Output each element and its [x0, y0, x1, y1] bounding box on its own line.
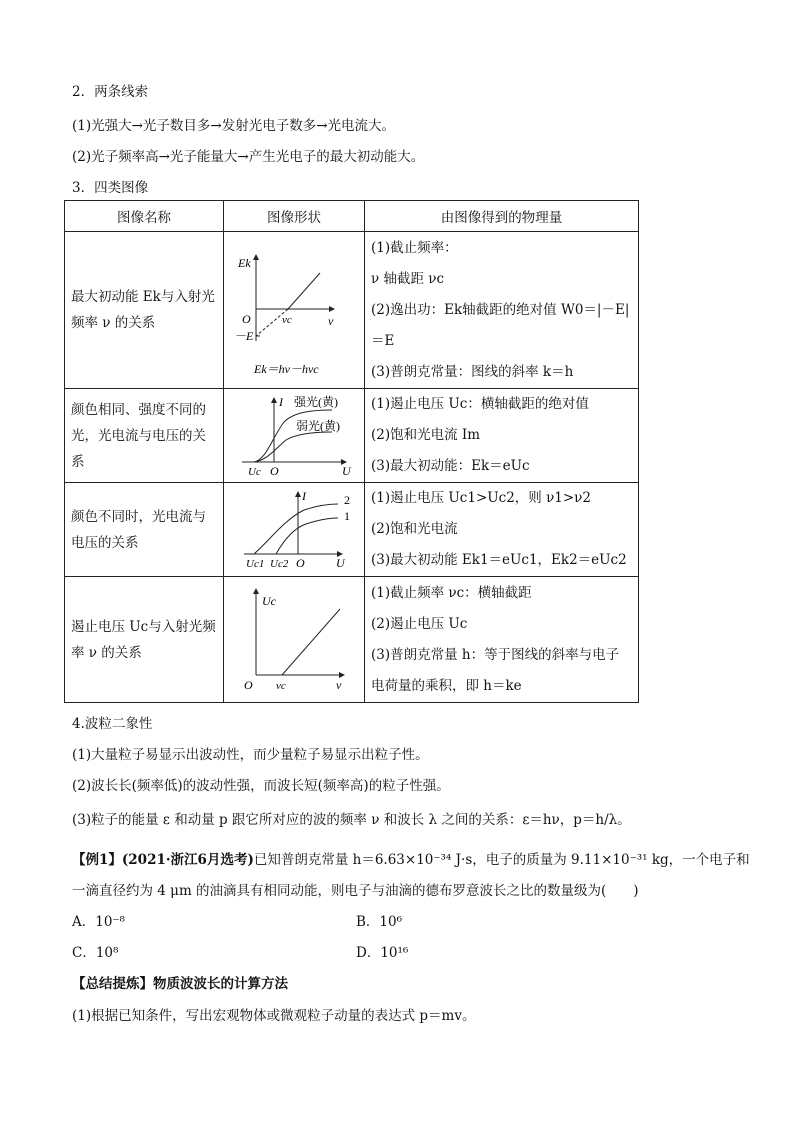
quantity-item: (2)饱和光电流: [371, 521, 458, 537]
summary-line1: (1)根据已知条件，写出宏观物体或微观粒子动量的表达式 p＝mv。: [72, 1008, 476, 1024]
section4-title: 4.波粒二象性: [72, 716, 153, 732]
curve-label-2: 2: [344, 492, 350, 507]
example-line2: 一滴直径约为 4 μm 的油滴具有相同动能，则电子与油滴的德布罗意波长之比的数量级为( ): [72, 883, 639, 899]
curve-label-weak: 弱光(黄): [296, 418, 340, 433]
origin-label: O: [296, 555, 305, 570]
weak-light-curve: [254, 432, 332, 462]
axis-label-u: U: [342, 463, 351, 478]
axis-label-i: I: [279, 394, 283, 409]
table-header: 由图像得到的物理量: [365, 201, 639, 232]
graph-cell: [224, 577, 365, 703]
option-a: A．10⁻⁸: [72, 914, 125, 930]
table-header-row: [65, 201, 639, 232]
physics-quantities: [365, 389, 639, 483]
quantity-item: (2)饱和光电流 Im: [371, 427, 481, 443]
section3-title: 3．四类图像: [72, 180, 149, 196]
row-name: 颜色相同、强度不同的光，光电流与电压的关系: [65, 389, 224, 483]
table-row: [65, 483, 639, 577]
axis-label-nu: ν: [328, 314, 334, 328]
axis-label-ek: Ek: [238, 256, 251, 270]
origin-label: O: [242, 312, 251, 326]
section4-line1: (1)大量粒子易显示出波动性，而少量粒子易显示出粒子性。: [72, 747, 429, 763]
example-text1: 已知普朗克常量 h＝6.63×10⁻³⁴ J·s，电子的质量为 9.11×10⁻³¹ kg，一个电子和: [253, 852, 750, 868]
table-row: [65, 389, 639, 483]
quantity-item: (2)逸出功：Ek轴截距的绝对值 W0＝|－E|: [371, 301, 630, 318]
uc-nu-graph: [224, 579, 364, 697]
curve-label-strong: 强光(黄): [294, 394, 338, 409]
physics-quantities: [365, 232, 639, 389]
summary-title: 【总结提炼】物质波波长的计算方法: [72, 976, 288, 992]
quantity-item: (1)截止频率：: [371, 239, 458, 256]
axis-label-uc: Uc: [262, 593, 276, 608]
uc-line: [282, 609, 340, 675]
graph-cell: [224, 232, 365, 389]
i-u-same-color-graph: [224, 390, 364, 478]
graph-cell: [224, 389, 365, 483]
physics-quantities: [365, 483, 639, 577]
physics-quantities: [365, 577, 639, 703]
origin-label: O: [244, 677, 253, 692]
quantity-item: (1)截止频率 νc：横轴截距: [371, 584, 532, 601]
i-u-different-color-graph: [224, 484, 364, 572]
quantity-item: (1)遏止电压 Uc1>Uc2，则 ν1>ν2: [371, 490, 591, 506]
axis-label-i: I: [302, 488, 306, 503]
quantity-item: (2)遏止电压 Uc: [371, 615, 468, 632]
quantity-item: (3)最大初动能 Ek1＝eUc1，Ek2＝eUc2: [371, 552, 627, 568]
tick-label-nuc: νc: [282, 314, 292, 326]
graph-formula: Ek＝hν－hνc: [254, 362, 319, 376]
quantity-item: (1)遏止电压 Uc：横轴截距的绝对值: [371, 396, 589, 412]
quantity-item: ν 轴截距 νc: [371, 270, 445, 287]
tick-label-neg-e: －E: [234, 329, 254, 343]
option-b: B．10⁶: [356, 914, 403, 930]
option-c: C．10⁸: [72, 945, 119, 961]
axis-label-nu: ν: [336, 677, 342, 692]
section2-line2: (2)光子频率高→光子能量大→产生光电子的最大初动能大。: [72, 149, 425, 165]
tick-label-uc2: Uc2: [270, 557, 289, 570]
section2-title: 2．两条线索: [72, 84, 149, 100]
example-tag: 【例1】(2021·浙江6月选考): [72, 852, 254, 868]
table-header: 图像形状: [224, 201, 365, 232]
row-name: 最大初动能 Ek与入射光频率 ν 的关系: [65, 232, 224, 389]
tick-label-uc1: Uc1: [246, 557, 265, 570]
option-d: D．10¹⁶: [356, 945, 409, 961]
quantity-item: ＝E: [371, 332, 395, 349]
table-row: [65, 577, 639, 703]
quantity-item: (3)普朗克常量：图线的斜率 k＝h: [371, 363, 574, 380]
row-name: 遏止电压 Uc与入射光频率 ν 的关系: [65, 577, 224, 703]
tick-label-nuc: νc: [276, 679, 286, 692]
strong-light-curve: [254, 410, 332, 462]
section4-line2: (2)波长长(频率低)的波动性强，而波长短(频率高)的粒子性强。: [72, 778, 450, 794]
quantity-item: 电荷量的乘积，即 h＝ke: [371, 677, 522, 694]
section2-line1: (1)光强大→光子数目多→发射光电子数多→光电流大。: [72, 118, 396, 134]
curve-label-1: 1: [344, 508, 350, 523]
quantity-item: (3)最大初动能：Ek＝eUc: [371, 458, 530, 474]
example-line1: [72, 848, 750, 868]
axis-label-u: U: [336, 555, 345, 570]
section4-line3: (3)粒子的能量 ε 和动量 p 跟它所对应的波的频率 ν 和波长 λ 之间的关系：ε＝hν，p＝h/λ。: [72, 812, 631, 828]
table-row: [65, 232, 639, 389]
quantity-item: (3)普朗克常量 h：等于图线的斜率与电子: [371, 646, 620, 663]
ek-nu-graph: [224, 233, 364, 383]
ek-line: [288, 273, 320, 309]
four-graphs-table: [64, 200, 639, 703]
graph-cell: [224, 483, 365, 577]
table-header: 图像名称: [65, 201, 224, 232]
row-name: 颜色不同时，光电流与电压的关系: [65, 483, 224, 577]
tick-label-uc: Uc: [248, 465, 261, 478]
origin-label: O: [270, 463, 279, 478]
